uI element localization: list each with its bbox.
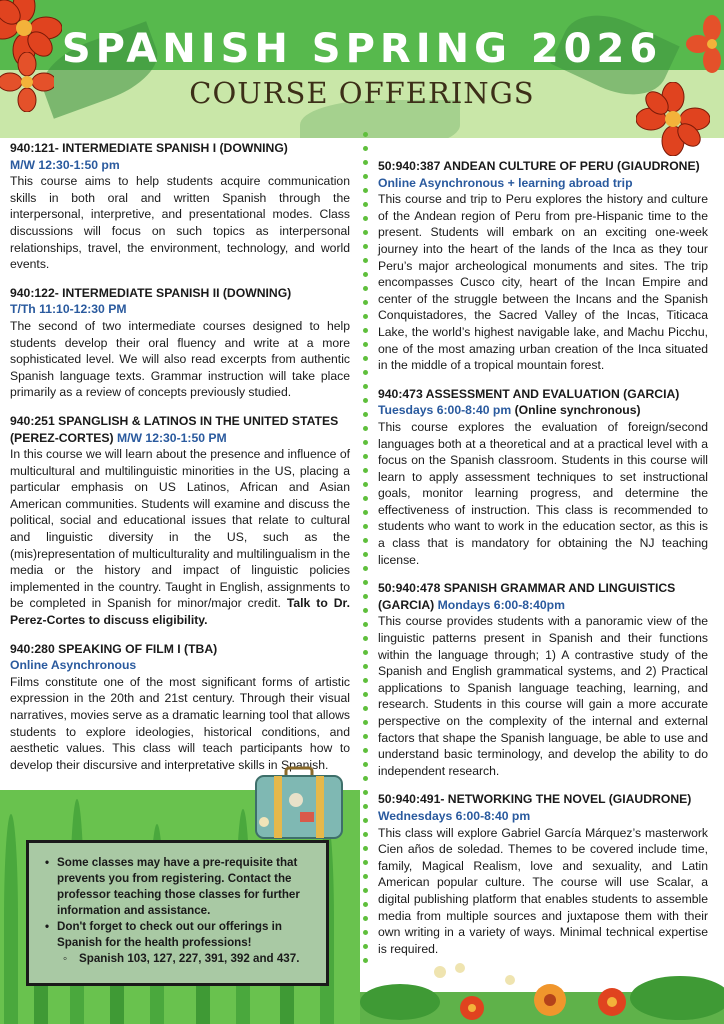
course-time: Tuesdays 6:00-8:40 pm [378, 403, 512, 418]
suitcase-icon [252, 766, 346, 840]
course-title: 940:251 SPANGLISH & LATINOS IN THE UNITED STATES (PEREZ-CORTES) [10, 413, 339, 445]
flower-icon [598, 988, 626, 1016]
course-description: In this course we will learn about the presence and influence of multicultural and multilinguistic minorities in the US, placing a particular emphasis on US Latinos, African and Asian American communities. Students will examine and discuss the political, social and educational issues that relate to cultural and linguistic diversity in the US, such as the (mis)representation of multiculturality and multilingualism in the media or the history and impact of linguistic policies implemented in the country. Taught in English, assignments to be completed in Spanish for minor/major credit. Talk to Dr. Perez-Cortes to discuss eligibility. [10, 447, 350, 628]
page-title: SPANISH SPRING 2026 [61, 26, 663, 72]
course-time: M/W 12:30-1:50 pm [10, 157, 120, 172]
course-title: 50:940:387 ANDEAN CULTURE OF PERU (GIAUDRONE) [378, 159, 700, 173]
course-description: This course aims to help students acquire communication skills in both oral and written Spanish through the interpersonal, interpretive, and presentational modes. Class discussions will focus on such topics as interpersonal relationships, travel, the environment, technology, and world events. [10, 174, 350, 272]
course-time: Mondays 6:00-8:40pm [437, 597, 565, 612]
course-title: 940:473 ASSESSMENT AND EVALUATION (GARCIA) [378, 386, 680, 401]
course-entry [378, 386, 708, 569]
right-column [378, 138, 708, 969]
course-time: M/W 12:30-1:50 PM [116, 430, 227, 445]
foliage-decoration [360, 962, 724, 1024]
course-description: This course explores the evaluation of foreign/second languages both at a theoretical and at a practical level with a focus on the Spanish classroom. Students in this course will learn to apply assessment techniques to set instructional goals, monitor learning progress, and determine the effectiveness of instruction. This class is recommended to students who want to work in the education sector, as this is a class that is mandatory for obtaining the NJ teaching license. [378, 419, 708, 567]
course-entry [378, 158, 708, 374]
course-description: This class will explore Gabriel García Márquez’s masterwork Cien años de soledad. Themes to be covered include time, family, Magical Realism, love and sexuality, and Latin American popular culture. The course will use Scalar, a digital publishing platform that enables students to assemble media from multiple sources and juxtapose them with their own writing in a variety of ways. Minimal technical expertise is required. [378, 825, 708, 956]
column-divider [361, 132, 369, 960]
course-entry [378, 580, 708, 779]
note-item: • Some classes may have a pre-requisite that prevents you from registering. Contact the professor teaching those classes for further information and assistance. [43, 855, 316, 919]
course-time: Wednesdays 6:00-8:40 pm [378, 808, 531, 823]
notes-box [26, 840, 329, 986]
flower-icon [534, 984, 566, 1016]
eligibility-note: Talk to Dr. Perez-Cortes to discuss eligibility. [10, 596, 350, 628]
left-column [10, 138, 350, 785]
course-time: Online Asynchronous + learning abroad trip [378, 175, 633, 190]
course-entry [378, 791, 708, 957]
course-title: 940:280 SPEAKING OF FILM I (TBA) [10, 641, 218, 656]
flower-icon [686, 14, 724, 74]
course-description: This course provides students with a panoramic view of the linguistic patterns present in Spanish and their functions within the language through; 1) A contrastive study of the Spanish and English grammatical systems, and 2) Practical applications to Spanish language teaching, learning, and research. Students in this course will gain a more accurate perspective on the complexity of the internal and external factors that shape the Spanish language, be able to use and understand basic terminology, and develop the ability to do independent research. [378, 614, 708, 778]
course-entry [10, 140, 350, 273]
notes-list [43, 855, 316, 967]
course-entry [10, 413, 350, 629]
course-time: Online Asynchronous [10, 658, 137, 673]
course-time: T/Th 11:10-12:30 PM [10, 302, 127, 317]
course-format: (Online synchronous) [514, 403, 641, 418]
note-sub-item: ◦ Spanish 103, 127, 227, 391, 392 and 437. [43, 951, 316, 967]
course-entry [10, 285, 350, 401]
page-subtitle: COURSE OFFERINGS [189, 76, 535, 110]
flower-icon [0, 52, 54, 112]
course-description: This course and trip to Peru explores the history and culture of the Andean region of Peru from pre-Hispanic time to the present. Students will embark on an exciting one-week journey into the heart of the lands of the Inca as they tour Peru’s major archeological monuments and sites. The trip encompasses Cusco city, heart of the Incan Empire and center of the struggle between the Incans and the Spanish Conquistadores, the Sacred Valley of the Incas, Titicaca Lake, the world’s highest navigable lake, and Machu Picchu, one of the most amazing urban creation of the Inca situated in the middle of a tropical mountain forest. [378, 192, 708, 373]
course-description: The second of two intermediate courses designed to help students develop their oral fluency and write at a more sophisticated level. We will also read excerpts from authentic Spanish language texts. Grammar instruction will take place primarily as a review of concepts previously studied. [10, 318, 350, 400]
course-title: 50:940:478 SPANISH GRAMMAR AND LINGUISTICS (GARCIA) [378, 581, 676, 612]
flower-icon [460, 996, 484, 1020]
header-banner [0, 0, 724, 138]
course-description: Films constitute one of the most significant forms of artistic expression in the 20th and 21st century. Through their visual narratives, movies serve as a dramatic learning tool that allows students to explore ideologies, historical conditions, and aesthetic values. This class will teach participants how to develop their discursive and interpretative skills in Spanish. [10, 674, 350, 772]
course-title: 940:122- INTERMEDIATE SPANISH II (DOWNING) [10, 285, 292, 300]
course-title: 940:121- INTERMEDIATE SPANISH I (DOWNING) [10, 141, 288, 155]
course-title: 50:940:491- NETWORKING THE NOVEL (GIAUDRONE) [378, 792, 692, 807]
course-entry [10, 641, 350, 774]
note-item: • Don't forget to check out our offerings in Spanish for the health professions! [43, 919, 316, 951]
